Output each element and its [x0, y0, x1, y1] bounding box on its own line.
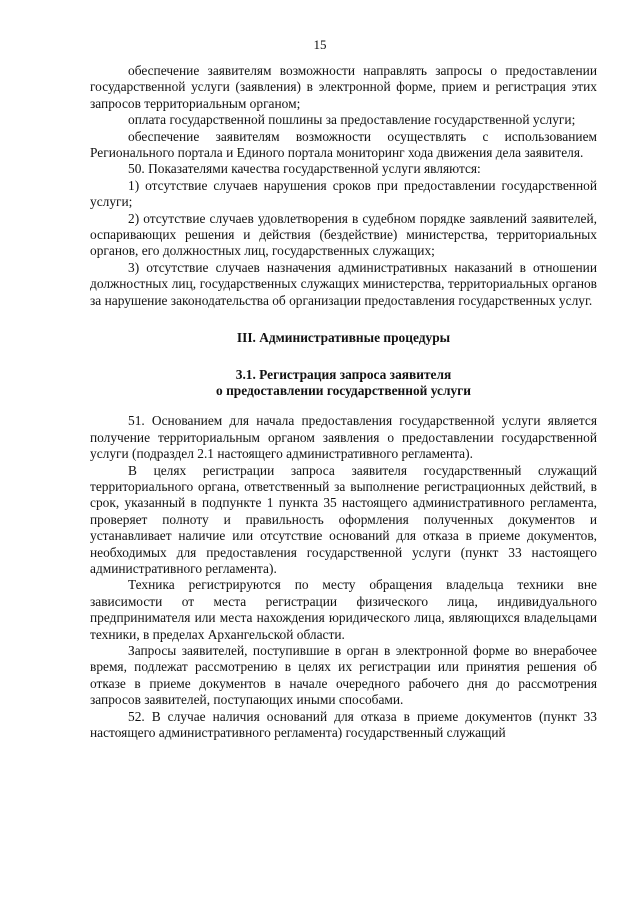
page-number: 15	[313, 37, 327, 52]
document-body	[90, 63, 597, 741]
paragraph: 1) отсутствие случаев нарушения сроков при предоставлении государственной услуги;	[90, 177, 597, 210]
paragraph: 2) отсутствие случаев удовлетворения в судебном порядке заявлений заявителей, оспаривающих решения и действия (бездействие) министерства, территориальных органов, его должностных лиц, государственных служащих;	[90, 210, 597, 259]
paragraph: 51. Основанием для начала предоставления государственной услуги является получение территориальным органом заявления о предоставлении государственной услуги (подраздел 2.1 настоящего административного регламента).	[90, 413, 597, 462]
paragraph: оплата государственной пошлины за предоставление государственной услуги;	[128, 112, 576, 128]
subsection-heading-line-2: о предоставлении государственной услуги	[216, 382, 471, 398]
paragraph: обеспечение заявителям возможности направлять запросы о предоставлении государственной услуги (заявления) в электронной форме, прием и регистрация этих запросов территориальным органом;	[90, 63, 597, 111]
subsection-heading-line-1: 3.1. Регистрация запроса заявителя	[235, 366, 452, 382]
paragraph: 3) отсутствие случаев назначения административных наказаний в отношении должностных лиц, государственных служащих министерства, территориальных органов за нарушение законодательства об организации предоставления государственных услуг.	[90, 259, 597, 308]
paragraph: 52. В случае наличия оснований для отказа в приеме документов (пункт 33 настоящего административного регламента) государственный служащий	[90, 708, 597, 741]
paragraph: Запросы заявителей, поступившие в орган в электронной форме во внерабочее время, подлежат рассмотрению в целях их регистрации или принятия решения об отказе в приеме документов в начале очередного рабочего дня до рассмотрения запросов заявителей, поступающих иными способами.	[90, 643, 597, 708]
paragraph: 50. Показателями качества государственной услуги являются:	[128, 161, 481, 177]
paragraph: Техника регистрируются по месту обращения владельца техники вне зависимости от места регистрации физического лица, индивидуального предпринимателя или места нахождения юридического лица, являющихся владельцами техники, в пределах Архангельской области.	[90, 577, 597, 642]
section-heading: III. Административные процедуры	[236, 330, 451, 346]
paragraph: обеспечение заявителям возможности осуществлять с использованием Регионального портала и Единого портала мониторинг хода движения дела заявителя.	[90, 128, 597, 161]
subsection-heading	[90, 367, 597, 400]
paragraph: В целях регистрации запроса заявителя государственный служащий территориального органа, ответственный за выполнение регистрационных действий, в срок, указанный в подпункте 1 пункта 35 настоящего административного регламента, проверяет полноту и правильность оформления полученных документов и устанавливает наличие или отсутствие оснований для отказа в приеме документов, необходимых для предоставления государственной услуги (пункт 33 настоящего административного регламента).	[90, 462, 597, 576]
